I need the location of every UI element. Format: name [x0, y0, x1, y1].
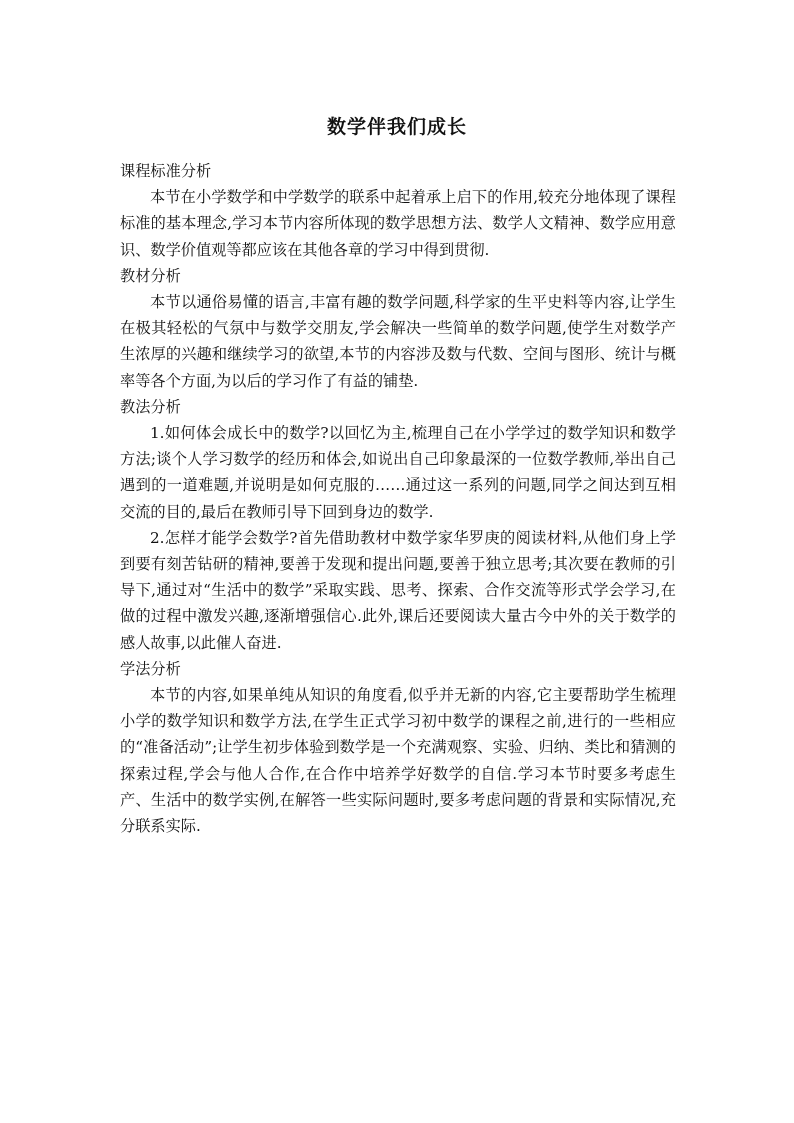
document-title: 数学伴我们成长: [326, 116, 467, 138]
section-curriculum-standard: [120, 158, 676, 263]
section-paragraph: 1.如何体会成长中的数学?以回忆为主,梳理自己在小学学过的数学知识和数学方法;谈个人学习数学的经历和体会,如说出自己印象最深的一位数学教师,举出自己遇到的一道难题,并说明是如何克服的……通过这一系列的问题,同学之间达到互相交流的目的,最后在教师引导下回到身边的数学.: [120, 424, 676, 521]
section-heading: 课程标准分析: [120, 162, 212, 180]
section-paragraph: 2.怎样才能学会数学?首先借助教材中数学家华罗庚的阅读材料,从他们身上学到要有刻苦钻研的精神,要善于发现和提出问题,要善于独立思考;其次要在教师的引导下,通过对“生活中的数学”采取实践、思考、探索、合作交流等形式学会学习,在做的过程中激发兴趣,逐渐增强信心.此外,课后还要阅读大量古今中外的关于数学的感人故事,以此催人奋进.: [120, 528, 676, 652]
section-teaching-method: [120, 394, 676, 656]
document-body: [120, 158, 676, 839]
section-paragraph: 本节以通俗易懂的语言,丰富有趣的数学问题,科学家的生平史料等内容,让学生在极其轻松的气氛中与数学交朋友,学会解决一些简单的数学问题,使学生对数学产生浓厚的兴趣和继续学习的欲望,本节的内容涉及数与代数、空间与图形、统计与概率等各个方面,为以后的学习作了有益的铺垫.: [120, 293, 676, 390]
section-paragraph: 本节的内容,如果单纯从知识的角度看,似乎并无新的内容,它主要帮助学生梳理小学的数学知识和数学方法,在学生正式学习初中数学的课程之前,进行的一些相应的“准备活动”;让学生初步体验到数学是一个充满观察、实验、归纳、类比和猜测的探索过程,学会与他人合作,在合作中培养学好数学的自信.学习本节时要多考虑生产、生活中的数学实例,在解答一些实际问题时,要多考虑问题的背景和实际情况,充分联系实际.: [120, 686, 676, 836]
section-learning-method: [120, 656, 676, 839]
section-paragraph: 本节在小学数学和中学数学的联系中起着承上启下的作用,较充分地体现了课程标准的基本理念,学习本节内容所体现的数学思想方法、数学人文精神、数学应用意识、数学价值观等都应该在其他各章的学习中得到贯彻.: [120, 188, 676, 259]
section-heading: 教法分析: [120, 397, 181, 416]
section-heading: 学法分析: [120, 659, 181, 678]
section-textbook-analysis: [120, 263, 676, 394]
section-heading: 教材分析: [120, 266, 181, 285]
